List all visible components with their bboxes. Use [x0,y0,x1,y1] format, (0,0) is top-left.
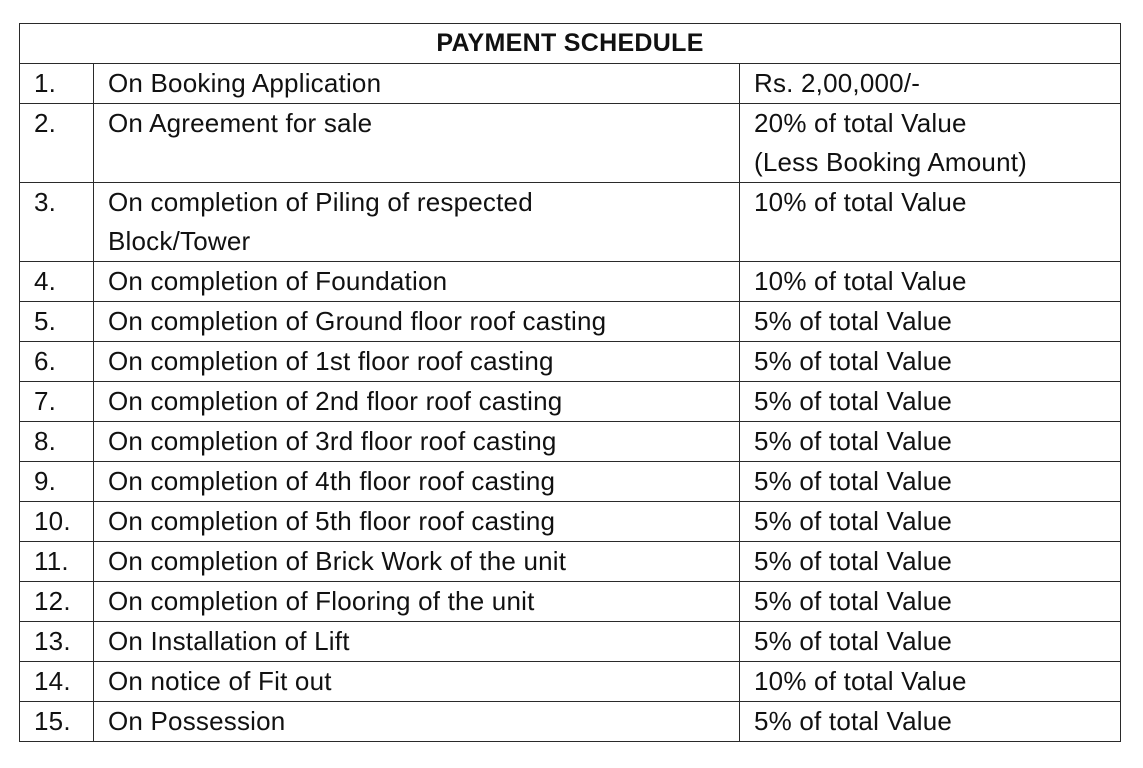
amount-cell [740,702,1121,742]
amount-text: Rs. 2,00,000/- [754,68,921,98]
amount-cell [740,183,1121,262]
table-row [20,462,1121,502]
row-number: 3. [20,183,94,262]
stage-text: On notice of Fit out [108,666,332,696]
amount-cell [740,262,1121,302]
amount-cell [740,622,1121,662]
row-number: 4. [20,262,94,302]
stage-cell [94,462,740,502]
stage-cell [94,622,740,662]
amount-text: (Less Booking Amount) [754,147,1028,177]
amount-cell [740,342,1121,382]
table-row [20,622,1121,662]
table-row [20,702,1121,742]
amount-cell [740,502,1121,542]
row-number: 2. [20,104,94,183]
stage-cell [94,422,740,462]
amount-cell [740,64,1121,104]
amount-cell [740,104,1121,183]
amount-cell [740,302,1121,342]
row-number: 15. [20,702,94,742]
amount-text: 5% of total Value [754,586,953,616]
stage-text: On completion of 3rd floor roof casting [108,426,557,456]
stage-cell [94,662,740,702]
amount-text: 20% of total Value [754,108,967,138]
stage-text: On Agreement for sale [108,108,373,138]
amount-cell [740,422,1121,462]
amount-text: 5% of total Value [754,626,953,656]
amount-cell [740,382,1121,422]
table-row [20,302,1121,342]
stage-cell [94,104,740,183]
table-row [20,422,1121,462]
title-row [20,24,1121,64]
stage-text: On Possession [108,706,286,736]
stage-text: On completion of 2nd floor roof casting [108,386,563,416]
table-row [20,542,1121,582]
table-title: PAYMENT SCHEDULE [20,24,1121,64]
stage-cell [94,382,740,422]
row-number: 8. [20,422,94,462]
stage-cell [94,582,740,622]
stage-text: On completion of Piling of respected [108,187,533,217]
stage-cell [94,64,740,104]
table-row [20,582,1121,622]
row-number: 11. [20,542,94,582]
amount-text: 5% of total Value [754,306,953,336]
amount-text: 5% of total Value [754,426,953,456]
stage-text: On completion of Ground floor roof casting [108,306,607,336]
stage-cell [94,542,740,582]
row-number: 13. [20,622,94,662]
stage-cell [94,302,740,342]
amount-text: 5% of total Value [754,346,953,376]
payment-schedule-sheet [19,23,1120,742]
stage-text: On completion of Foundation [108,266,448,296]
schedule-body [20,64,1121,742]
row-number: 14. [20,662,94,702]
amount-text: 5% of total Value [754,546,953,576]
amount-text: 10% of total Value [754,666,967,696]
stage-cell [94,342,740,382]
table-row [20,382,1121,422]
amount-cell [740,542,1121,582]
table-row [20,64,1121,104]
stage-cell [94,702,740,742]
stage-text: On Installation of Lift [108,626,350,656]
amount-cell [740,462,1121,502]
stage-cell [94,502,740,542]
amount-cell [740,582,1121,622]
stage-text: On completion of 4th floor roof casting [108,466,556,496]
row-number: 9. [20,462,94,502]
row-number: 10. [20,502,94,542]
amount-text: 5% of total Value [754,506,953,536]
table-row [20,342,1121,382]
stage-text: On completion of Flooring of the unit [108,586,535,616]
row-number: 1. [20,64,94,104]
stage-text: On completion of 1st floor roof casting [108,346,554,376]
row-number: 12. [20,582,94,622]
amount-text: 5% of total Value [754,386,953,416]
stage-cell [94,262,740,302]
table-row [20,502,1121,542]
amount-text: 5% of total Value [754,466,953,496]
table-row [20,662,1121,702]
table-row [20,104,1121,183]
stage-text: Block/Tower [108,226,251,256]
stage-cell [94,183,740,262]
row-number: 5. [20,302,94,342]
amount-cell [740,662,1121,702]
row-number: 6. [20,342,94,382]
amount-text: 10% of total Value [754,266,967,296]
stage-text: On completion of 5th floor roof casting [108,506,556,536]
stage-text: On Booking Application [108,68,382,98]
stage-text: On completion of Brick Work of the unit [108,546,567,576]
amount-text: 5% of total Value [754,706,953,736]
table-row [20,262,1121,302]
amount-text: 10% of total Value [754,187,967,217]
row-number: 7. [20,382,94,422]
payment-schedule-table [19,23,1121,742]
table-row [20,183,1121,262]
